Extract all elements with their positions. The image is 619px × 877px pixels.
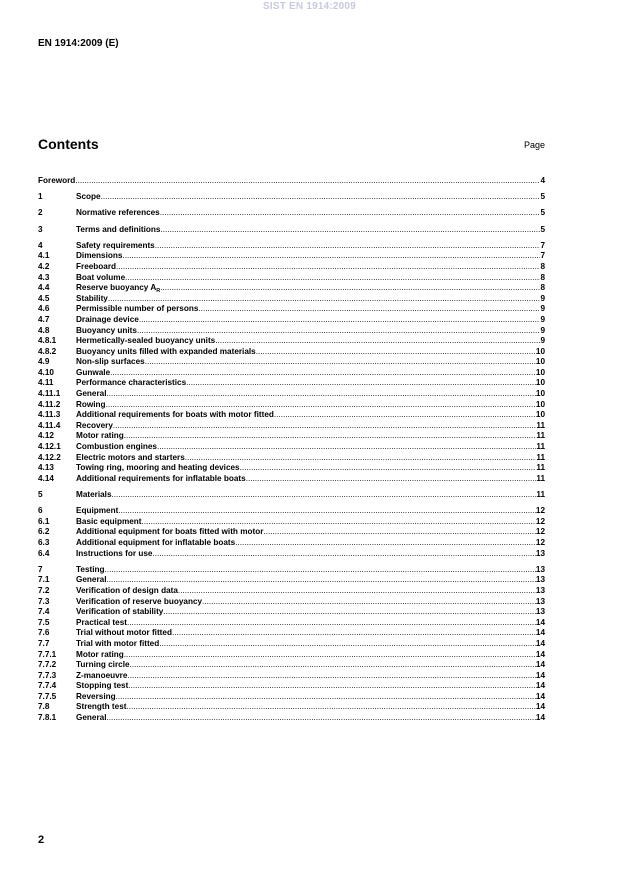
toc-entry-title <box>38 176 75 187</box>
toc-dot-leader <box>246 474 537 485</box>
toc-entry-page: 5 <box>540 192 545 202</box>
toc-entry-title <box>76 389 107 400</box>
toc-entry-title <box>76 575 107 586</box>
toc-dot-leader <box>122 251 540 262</box>
toc-entry-title-text: Buoyancy units <box>76 325 137 335</box>
toc-entry-number: 4.10 <box>38 367 54 377</box>
toc-entry-title <box>76 702 127 713</box>
toc-entry-page: 8 <box>540 261 545 271</box>
toc-entry[interactable] <box>38 660 545 671</box>
toc-entry-page: 13 <box>535 575 545 585</box>
toc-dot-leader <box>127 618 536 629</box>
toc-dot-leader <box>240 463 537 474</box>
toc-entry-title <box>76 336 215 347</box>
toc-entry-number: 4.8 <box>38 325 50 335</box>
toc-entry-title <box>76 225 160 236</box>
toc-dot-leader <box>155 241 541 252</box>
toc-dot-leader <box>142 517 536 528</box>
toc-entry-page: 14 <box>535 681 545 691</box>
toc-entry[interactable] <box>38 192 545 203</box>
toc-entry-page: 14 <box>535 617 545 627</box>
toc-dot-leader <box>256 347 536 358</box>
toc-dot-leader <box>127 671 535 682</box>
toc-entry-page: 5 <box>540 208 545 218</box>
toc-entry-title <box>76 453 185 464</box>
toc-dot-leader <box>116 262 540 273</box>
toc-entry-title <box>76 273 125 284</box>
toc-entry-number: 4.6 <box>38 304 50 314</box>
toc-entry-title-text: Scope <box>76 192 101 202</box>
toc-entry[interactable] <box>38 208 545 219</box>
toc-dot-leader <box>160 225 540 236</box>
toc-entry-title-text: Freeboard <box>76 261 117 271</box>
toc-entry[interactable] <box>38 410 545 421</box>
toc-entry[interactable] <box>38 225 545 236</box>
toc-entry[interactable] <box>38 474 545 485</box>
toc-entry-title-text: Drainage device <box>76 314 139 324</box>
toc-dot-leader <box>105 565 536 576</box>
toc-entry-page: 11 <box>536 431 545 441</box>
toc-entry[interactable] <box>38 681 545 692</box>
toc-dot-leader <box>127 702 536 713</box>
toc-entry-number: 4.11.3 <box>38 410 61 420</box>
toc-dot-leader <box>235 538 536 549</box>
toc-entry[interactable] <box>38 283 545 294</box>
toc-entry-number: 7.7.3 <box>38 670 57 680</box>
toc-entry-number: 7.2 <box>38 585 50 595</box>
toc-entry-title-text: Turning circle <box>76 660 130 670</box>
toc-entry-title <box>76 586 178 597</box>
toc-entry-number: 4.12 <box>38 431 54 441</box>
toc-entry-title-text: Equipment <box>76 506 119 516</box>
toc-entry[interactable] <box>38 262 545 273</box>
toc-entry-page: 9 <box>540 336 545 346</box>
toc-entry-title <box>76 549 152 560</box>
toc-entry[interactable] <box>38 431 545 442</box>
toc-entry-title <box>76 241 155 252</box>
toc-entry-title-text: Buoyancy units filled with expanded materials <box>76 346 256 356</box>
toc-entry-page: 7 <box>540 240 545 250</box>
toc-entry-title <box>76 517 142 528</box>
toc-entry-title <box>76 628 172 639</box>
toc-entry-title-text: Gunwale <box>76 367 111 377</box>
toc-dot-leader <box>202 597 536 608</box>
toc-entry-number: 4.11.4 <box>38 420 61 430</box>
toc-entry-title <box>76 347 256 358</box>
toc-dot-leader <box>152 549 535 560</box>
toc-entry-number: 4.11.1 <box>38 389 61 399</box>
toc-entry-page: 12 <box>535 516 545 526</box>
toc-entry-number: 6.2 <box>38 527 50 537</box>
toc-entry-title-text: Boat volume <box>76 272 126 282</box>
toc-entry[interactable] <box>38 251 545 262</box>
toc-entry-page: 5 <box>540 224 545 234</box>
toc-entry-title-text: General <box>76 575 107 585</box>
toc-entry-title-text: General <box>76 713 107 723</box>
toc-entry-title-text: Materials <box>76 490 112 499</box>
toc-entry-page: 12 <box>535 527 545 537</box>
toc-entry[interactable] <box>38 618 545 629</box>
toc-entry-title <box>76 650 124 661</box>
toc-dot-leader <box>145 357 536 368</box>
toc-entry-page: 12 <box>535 537 545 547</box>
toc-entry-title <box>76 315 139 326</box>
toc-entry-number: 7.7.2 <box>38 660 57 670</box>
toc-entry[interactable] <box>38 490 545 501</box>
toc-entry[interactable] <box>38 442 545 453</box>
toc-entry-title <box>76 681 128 692</box>
toc-entry-number: 7.7 <box>38 638 50 648</box>
toc-entry-title <box>76 639 159 650</box>
toc-entry-page: 4 <box>540 176 545 185</box>
toc-entry[interactable] <box>38 241 545 252</box>
toc-entry[interactable] <box>38 549 545 560</box>
toc-entry-page: 10 <box>535 399 545 409</box>
toc-entry-title-text: Motor rating <box>76 649 124 659</box>
toc-entry-number: 4.9 <box>38 357 50 367</box>
toc-entry-page: 11 <box>536 463 545 473</box>
toc-entry-number: 7.1 <box>38 575 50 585</box>
toc-entry-page: 11 <box>536 442 545 452</box>
toc-entry[interactable] <box>38 294 545 305</box>
toc-entry-title-text: Trial without motor fitted <box>76 628 172 638</box>
toc-entry-title <box>76 400 106 411</box>
toc-entry-number: 6.4 <box>38 548 50 558</box>
page-number: 2 <box>38 834 45 846</box>
toc-entry-title-text: Permissible number of persons <box>76 304 199 314</box>
toc-dot-leader <box>113 421 536 432</box>
toc-entry-title-text: General <box>76 389 107 399</box>
toc-entry-page: 14 <box>535 670 545 680</box>
toc-entry[interactable] <box>38 326 545 337</box>
toc-entry-page: 13 <box>535 596 545 606</box>
toc-entry-title <box>76 618 127 629</box>
toc-entry[interactable] <box>38 421 545 432</box>
toc-dot-leader <box>124 650 536 661</box>
document-header: EN 1914:2009 (E) <box>38 38 119 49</box>
toc-entry[interactable] <box>38 273 545 284</box>
toc-entry-title <box>76 692 116 703</box>
toc-entry-title <box>76 357 145 368</box>
toc-entry[interactable] <box>38 565 545 576</box>
toc-entry-title-text: Stability <box>76 293 108 303</box>
toc-entry-page: 11 <box>536 473 545 483</box>
toc-dot-leader <box>107 389 536 400</box>
toc-entry-number: 7 <box>38 564 43 574</box>
toc-entry[interactable] <box>38 628 545 639</box>
toc-dot-leader <box>137 326 540 337</box>
toc-dot-leader <box>124 431 537 442</box>
toc-entry-number: 2 <box>38 208 43 218</box>
toc-dot-leader <box>172 628 536 639</box>
toc-entry-title-text: Electric motors and starters <box>76 452 185 462</box>
toc-entry-number: 5 <box>38 490 43 499</box>
toc-entry-number: 7.7.4 <box>38 681 57 691</box>
toc-entry-number: 7.7.5 <box>38 691 57 701</box>
toc-entry-title <box>76 527 263 538</box>
toc-dot-leader <box>116 692 536 703</box>
toc-entry-page: 14 <box>535 638 545 648</box>
toc-entry-page: 14 <box>535 702 545 712</box>
toc-entry-number: 4.11.2 <box>38 399 61 409</box>
toc-entry-title-text: Stopping test <box>76 681 129 691</box>
toc-entry-title-text: Normative references <box>76 208 160 218</box>
toc-entry-number: 4.1 <box>38 251 50 261</box>
toc-entry-title <box>76 410 274 421</box>
toc-entry[interactable] <box>38 607 545 618</box>
toc-entry-title <box>76 368 110 379</box>
toc-entry-page: 14 <box>535 691 545 701</box>
toc-entry-number: 7.3 <box>38 596 50 606</box>
toc-dot-leader <box>139 315 541 326</box>
toc-entry-title <box>76 262 116 273</box>
toc-dot-leader <box>159 639 536 650</box>
table-of-contents <box>38 176 545 724</box>
toc-entry-number: 3 <box>38 224 43 234</box>
toc-entry-number: 4.12.1 <box>38 442 61 452</box>
toc-entry-page: 10 <box>535 389 545 399</box>
toc-entry-page: 13 <box>535 548 545 558</box>
toc-entry-title <box>76 208 160 219</box>
toc-entry-number: 7.7.1 <box>38 649 57 659</box>
toc-entry-number: 4.8.1 <box>38 336 57 346</box>
toc-entry-title-text: Non-slip surfaces <box>76 357 145 367</box>
toc-dot-leader <box>107 575 536 586</box>
toc-entry-number: 4.5 <box>38 293 50 303</box>
toc-entry-title-text: Additional requirements for boats with motor fitted <box>76 410 274 420</box>
toc-entry-page: 10 <box>535 346 545 356</box>
toc-dot-leader <box>274 410 536 421</box>
toc-entry-title <box>76 442 157 453</box>
toc-entry-title-text: Verification of reserve buoyancy <box>76 596 203 606</box>
toc-entry-page: 11 <box>536 452 545 462</box>
toc-dot-leader <box>157 442 536 453</box>
toc-dot-leader <box>106 400 536 411</box>
toc-entry-title <box>76 490 112 501</box>
toc-dot-leader <box>130 660 536 671</box>
toc-dot-leader <box>186 378 536 389</box>
toc-entry-number: 4.2 <box>38 261 50 271</box>
toc-entry-title-text: Additional equipment for boats fitted with motor <box>76 527 264 537</box>
toc-entry-page: 14 <box>535 660 545 670</box>
toc-entry[interactable] <box>38 357 545 368</box>
toc-entry[interactable] <box>38 315 545 326</box>
toc-entry-title <box>76 660 130 671</box>
toc-entry-page: 10 <box>535 378 545 388</box>
toc-dot-leader <box>118 506 536 517</box>
toc-dot-leader <box>198 304 540 315</box>
toc-entry-number: 1 <box>38 192 43 202</box>
page-column-label: Page <box>523 140 545 150</box>
toc-entry-page: 13 <box>535 585 545 595</box>
toc-entry[interactable] <box>38 176 545 187</box>
toc-entry[interactable] <box>38 586 545 597</box>
toc-dot-leader <box>128 681 536 692</box>
toc-entry-title-text: Practical test <box>76 617 127 627</box>
toc-entry-number: 4.11 <box>38 378 54 388</box>
contents-title: Contents <box>38 136 99 152</box>
toc-entry[interactable] <box>38 650 545 661</box>
toc-entry[interactable] <box>38 506 545 517</box>
toc-entry[interactable] <box>38 692 545 703</box>
toc-entry-page: 9 <box>540 293 545 303</box>
toc-entry[interactable] <box>38 453 545 464</box>
toc-entry-number: 6 <box>38 506 43 516</box>
toc-entry-title-text: Verification of design data <box>76 585 178 595</box>
toc-entry-title-text: Trial with motor fitted <box>76 638 160 648</box>
toc-dot-leader <box>163 607 536 618</box>
toc-entry-title-text: Additional equipment for inflatable boats <box>76 537 236 547</box>
toc-entry[interactable] <box>38 702 545 713</box>
toc-entry-number: 4.12.2 <box>38 452 61 462</box>
toc-entry[interactable] <box>38 378 545 389</box>
toc-entry-title <box>76 192 101 203</box>
toc-entry-number: 6.1 <box>38 516 50 526</box>
toc-entry-number: 7.5 <box>38 617 50 627</box>
toc-entry-title-text: Testing <box>76 564 105 574</box>
toc-entry-title-text: Basic equipment <box>76 516 142 526</box>
toc-dot-leader <box>110 368 536 379</box>
toc-entry-page: 9 <box>540 304 545 314</box>
toc-entry-number: 4.8.2 <box>38 346 57 356</box>
toc-entry-title-text: Terms and definitions <box>76 224 161 234</box>
toc-entry-page: 11 <box>536 420 545 430</box>
toc-entry[interactable] <box>38 389 545 400</box>
toc-entry[interactable] <box>38 400 545 411</box>
toc-entry-page: 13 <box>535 564 545 574</box>
toc-dot-leader <box>125 273 540 284</box>
toc-dot-leader <box>185 453 537 464</box>
toc-entry-title-text: Strength test <box>76 702 127 712</box>
toc-dot-leader <box>101 192 541 203</box>
watermark: SIST EN 1914:2009 <box>263 1 356 12</box>
toc-entry-title-text: Verification of stability <box>76 607 164 617</box>
toc-entry-page: 9 <box>540 314 545 324</box>
toc-entry[interactable] <box>38 368 545 379</box>
toc-entry[interactable] <box>38 517 545 528</box>
toc-entry-title-text: Safety requirements <box>76 240 155 250</box>
toc-dot-leader <box>215 336 540 347</box>
toc-entry-title-text: Foreword <box>38 176 76 185</box>
toc-entry-title-text: Hermetically-sealed buoyancy units <box>76 336 216 346</box>
toc-entry-title <box>76 421 113 432</box>
toc-dot-leader <box>160 208 541 219</box>
toc-entry-number: 7.6 <box>38 628 50 638</box>
toc-entry-title <box>76 671 127 682</box>
toc-entry-title-text: Rowing <box>76 399 106 409</box>
toc-entry-title-text: Towing ring, mooring and heating devices <box>76 463 240 473</box>
toc-entry-title-text: Combustion engines <box>76 442 157 452</box>
toc-entry-title <box>76 565 105 576</box>
toc-dot-leader <box>107 713 536 724</box>
toc-dot-leader <box>112 490 537 501</box>
toc-entry-title-text: Instructions for use <box>76 548 153 558</box>
toc-entry-page: 14 <box>535 713 545 723</box>
toc-entry[interactable] <box>38 527 545 538</box>
toc-entry-page: 7 <box>540 251 545 261</box>
toc-entry-title <box>76 304 198 315</box>
toc-entry-page: 14 <box>535 649 545 659</box>
toc-entry-page: 10 <box>535 357 545 367</box>
toc-entry-number: 4.4 <box>38 283 50 293</box>
toc-entry-title <box>76 474 246 485</box>
toc-entry-title-text: Reversing <box>76 691 116 701</box>
toc-entry-number: 7.8 <box>38 702 50 712</box>
toc-entry[interactable] <box>38 671 545 682</box>
toc-entry[interactable] <box>38 463 545 474</box>
toc-entry-title <box>76 597 202 608</box>
toc-entry-number: 7.4 <box>38 607 50 617</box>
toc-entry[interactable] <box>38 538 545 549</box>
toc-entry-title <box>76 713 107 724</box>
toc-entry-number: 7.8.1 <box>38 713 57 723</box>
toc-entry-page: 10 <box>535 367 545 377</box>
toc-entry-page: 12 <box>535 506 545 516</box>
toc-entry-page: 11 <box>536 490 545 499</box>
toc-entry-page: 13 <box>535 607 545 617</box>
toc-entry[interactable] <box>38 304 545 315</box>
toc-dot-leader <box>108 294 541 305</box>
toc-entry-page: 14 <box>535 628 545 638</box>
toc-dot-leader <box>263 527 536 538</box>
toc-entry-page: 10 <box>535 410 545 420</box>
toc-entry-title <box>76 378 186 389</box>
toc-entry-title <box>76 431 124 442</box>
toc-entry-subscript: R <box>156 288 161 295</box>
toc-entry-title <box>76 506 118 517</box>
toc-entry-title <box>76 294 108 305</box>
toc-entry-number: 4 <box>38 240 43 250</box>
toc-entry-title <box>76 326 137 337</box>
toc-entry[interactable] <box>38 713 545 724</box>
toc-entry[interactable] <box>38 597 545 608</box>
toc-entry-title-text: Performance characteristics <box>76 378 187 388</box>
toc-dot-leader <box>75 176 540 187</box>
toc-entry-title <box>76 251 122 262</box>
toc-entry[interactable] <box>38 575 545 586</box>
toc-entry-title-text: Additional requirements for inflatable boats <box>76 473 246 483</box>
toc-entry-number: 4.13 <box>38 463 54 473</box>
toc-entry-title-text: Z-manoeuvre <box>76 670 128 680</box>
toc-entry-title-text: Dimensions <box>76 251 123 261</box>
toc-entry[interactable] <box>38 347 545 358</box>
toc-entry-title <box>76 463 240 474</box>
toc-entry-page: 9 <box>540 325 545 335</box>
toc-entry-number: 4.14 <box>38 473 54 483</box>
toc-entry-title <box>76 607 163 618</box>
toc-entry-title-text: Reserve buoyancy A <box>76 283 157 293</box>
toc-entry-page: 8 <box>540 283 545 293</box>
toc-entry-title-text: Recovery <box>76 420 113 430</box>
toc-entry-title-text: Motor rating <box>76 431 124 441</box>
toc-entry-title <box>76 538 235 549</box>
toc-entry-number: 4.3 <box>38 272 50 282</box>
toc-entry[interactable] <box>38 639 545 650</box>
toc-entry-page: 8 <box>540 272 545 282</box>
toc-entry[interactable] <box>38 336 545 347</box>
toc-dot-leader <box>160 283 540 294</box>
toc-dot-leader <box>178 586 536 597</box>
toc-entry-number: 4.7 <box>38 314 50 324</box>
toc-entry-number: 6.3 <box>38 537 50 547</box>
